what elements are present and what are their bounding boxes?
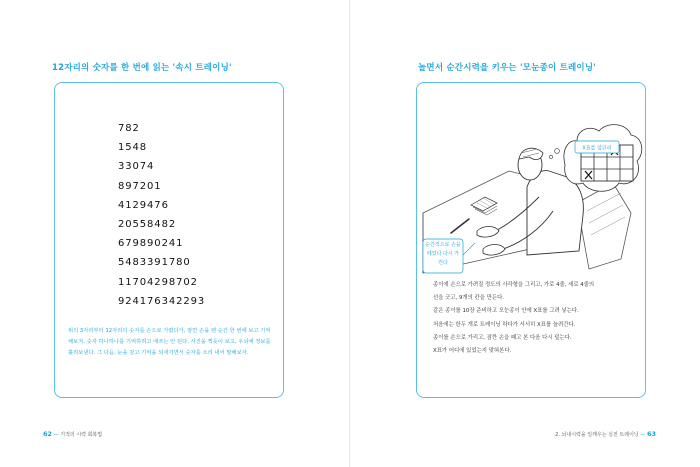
- number-row: 33074: [118, 161, 155, 173]
- number-row: 897201: [118, 180, 162, 192]
- right-footer: [555, 430, 656, 438]
- right-footer-chapter: 2. 뇌내시력을 일깨우는 실전 트레이닝: [555, 432, 639, 438]
- number-row: 11704298702: [118, 276, 198, 288]
- illustration-card: [416, 82, 646, 398]
- instruction-line: 선을 긋고, 9개의 칸을 만든다.: [433, 295, 504, 302]
- instruction-line: 같은 종이를 10장 준비하고 모눈종이 안에 X표를 그려 넣는다.: [433, 308, 579, 315]
- right-page-number: 63: [646, 430, 656, 438]
- right-page: [350, 0, 700, 467]
- number-caption: 위의 3자리부터 12자리의 숫자를 손으로 가렸다가, 잠깐 손을 뗀 순간 한 번에 보고 기억해보자. 숫자 하나하나를 기억하려고 애쓰는 안 된다. 사진을 찍듯이 보고, 우뇌에 정보를 흘려보낸다. 그 다음, 눈을 감고 기억을 되새기면서 숫자를 소리 내어 말해보자.: [68, 328, 271, 357]
- callout-text-wrap: [425, 241, 461, 271]
- left-page-heading: 12자리의 숫자를 한 번에 읽는 '속시 트레이닝': [52, 63, 232, 73]
- instruction-line: X표가 어디에 있었는지 맞혀본다.: [433, 348, 512, 355]
- thought-bubble: [564, 125, 642, 192]
- left-footer-title: 기적의 시력 회복법: [60, 432, 103, 438]
- training-illustration: [417, 83, 647, 283]
- left-footer-separator: —: [53, 432, 59, 438]
- callout-text: 순간적으로 손을 떼었다 다시 가린다: [425, 242, 461, 266]
- bubble-label: X표를 앞뒤러: [582, 145, 612, 152]
- number-row: 679890241: [118, 238, 184, 250]
- left-footer: [43, 430, 102, 438]
- number-row: 4129476: [118, 199, 169, 211]
- instruction-line: 처음에는 한두 개로 트레이닝 하다가 서서히 X표를 늘려간다.: [433, 321, 576, 328]
- instruction-text: [433, 279, 633, 358]
- number-row: 924176342293: [118, 295, 206, 307]
- right-footer-separator: —: [640, 432, 646, 438]
- number-row: 5483391780: [118, 257, 191, 269]
- number-card: [54, 82, 284, 398]
- right-page-heading: 놀면서 순간시력을 키우는 '모눈종이 트레이닝': [418, 63, 597, 73]
- instruction-line: 종이에 손으로 가려질 정도의 사각형을 그리고, 가로 4줄, 세로 4줄의: [433, 282, 595, 288]
- number-row: 782: [118, 123, 140, 134]
- number-list: [118, 119, 205, 311]
- instruction-line: 종이를 손으로 가리고, 잠깐 손을 떼고 본 다음 다시 덮는다.: [433, 334, 572, 341]
- number-row: 20558482: [118, 218, 177, 230]
- left-page-number: 62: [43, 430, 53, 438]
- number-row: 1548: [118, 142, 148, 154]
- chair-icon: [577, 183, 631, 269]
